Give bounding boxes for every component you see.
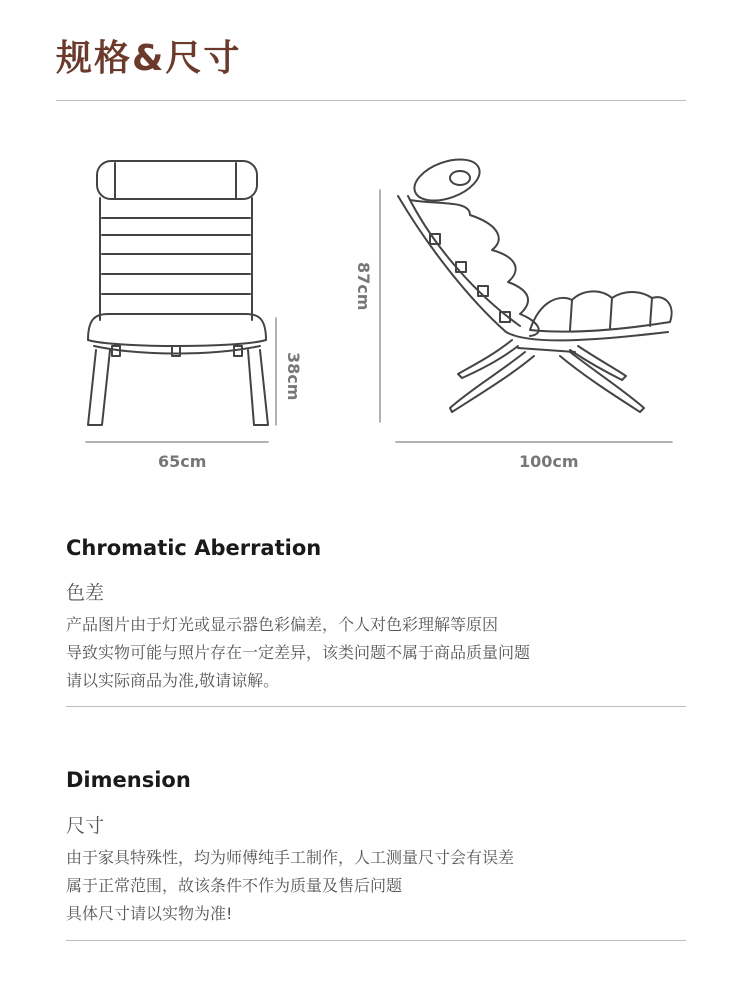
chair-front-view	[86, 161, 276, 442]
chair-dimension-drawing	[0, 0, 750, 500]
dimension-subtitle: 尺寸	[66, 815, 105, 837]
text-line: 请以实际商品为准,敬请谅解。	[66, 671, 280, 690]
text-line: 由于家具特殊性，均为师傅纯手工制作，人工测量尺寸会有误差	[66, 848, 515, 867]
front-width-label: 65cm	[158, 452, 207, 471]
seat-height-label: 38cm	[284, 352, 303, 401]
text-line: 产品图片由于灯光或显示器色彩偏差，个人对色彩理解等原因	[66, 615, 499, 634]
chromatic-aberration-text	[66, 611, 530, 695]
section-divider	[66, 940, 686, 941]
chair-side-view	[380, 151, 672, 442]
side-depth-label: 100cm	[519, 452, 579, 471]
text-line: 属于正常范围，故该条件不作为质量及售后问题	[66, 876, 403, 895]
dimension-text	[66, 844, 514, 928]
page-title: 规格&尺寸	[56, 38, 242, 79]
chromatic-aberration-subtitle: 色差	[66, 582, 105, 604]
text-line: 具体尺寸请以实物为准!	[66, 904, 233, 923]
section-divider	[66, 706, 686, 707]
chromatic-aberration-title: Chromatic Aberration	[66, 536, 322, 560]
total-height-label: 87cm	[354, 262, 373, 311]
dimension-title: Dimension	[66, 768, 191, 792]
text-line: 导致实物可能与照片存在一定差异，该类问题不属于商品质量问题	[66, 643, 531, 662]
